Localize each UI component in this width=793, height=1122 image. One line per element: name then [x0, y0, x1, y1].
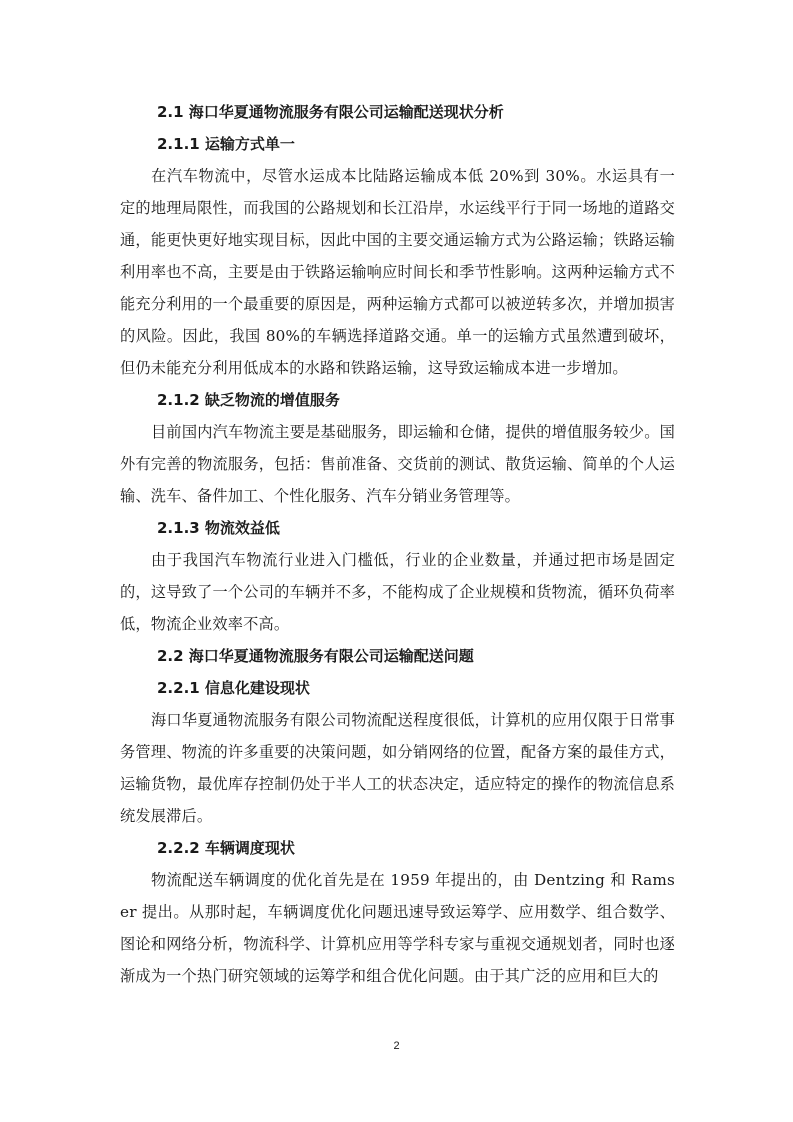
paragraph-2-2-2: 物流配送车辆调度的优化首先是在 1959 年提出的，由 Dentzing 和 Ramser 提出。从那时起，车辆调度优化问题迅速导致运筹学、应用数学、组合数学、图论和网络分析，物流科学、计算机应用等学科专家与重视交通规划者，同时也逐渐成为一个热门研究领域的运筹学和组合优化问题。由于其广泛的应用和巨大的 [120, 871, 675, 985]
paragraph-2-1-1: 在汽车物流中，尽管水运成本比陆路运输成本低 20%到 30%。水运具有一定的地理局限性，而我国的公路规划和长江沿岸，水运线平行于同一场地的道路交通，能更快更好地实现目标，因此中国的主要交通运输方式为公路运输；铁路运输利用率也不高，主要是由于铁路运输响应时间长和季节性影响。这两种运输方式不能充分利用的一个最重要的原因是，两种运输方式都可以被逆转多次，并增加损害的风险。因此，我国 80%的车辆选择道路交通。单一的运输方式虽然遭到破坏，但仍未能充分利用低成本的水路和铁路运输，这导致运输成本进一步增加。 [120, 167, 675, 377]
heading-2-1-3: 2.1.3 物流效益低 [157, 519, 280, 537]
document-body [120, 96, 675, 992]
heading-2-2-2: 2.2.2 车辆调度现状 [157, 839, 295, 857]
heading-2-1: 2.1 海口华夏通物流服务有限公司运输配送现状分析 [157, 103, 504, 121]
page-number: 2 [393, 1040, 400, 1052]
heading-2-1-2: 2.1.2 缺乏物流的增值服务 [157, 391, 340, 409]
heading-2-2: 2.2 海口华夏通物流服务有限公司运输配送问题 [157, 647, 474, 665]
heading-2-2-1: 2.2.1 信息化建设现状 [157, 679, 310, 697]
heading-2-1-1: 2.1.1 运输方式单一 [157, 135, 295, 153]
paragraph-2-1-3: 由于我国汽车物流行业进入门槛低，行业的企业数量，并通过把市场是固定的，这导致了一个公司的车辆并不多，不能构成了企业规模和货物流，循环负荷率低，物流企业效率不高。 [120, 551, 675, 633]
paragraph-2-1-2: 目前国内汽车物流主要是基础服务，即运输和仓储，提供的增值服务较少。国外有完善的物流服务，包括：售前准备、交货前的测试、散货运输、简单的个人运输、洗车、备件加工、个性化服务、汽车分销业务管理等。 [120, 423, 675, 505]
paragraph-2-2-1: 海口华夏通物流服务有限公司物流配送程度很低，计算机的应用仅限于日常事务管理、物流的许多重要的决策问题，如分销网络的位置，配备方案的最佳方式，运输货物，最优库存控制仍处于半人工的状态决定，适应特定的操作的物流信息系统发展滞后。 [120, 711, 675, 825]
